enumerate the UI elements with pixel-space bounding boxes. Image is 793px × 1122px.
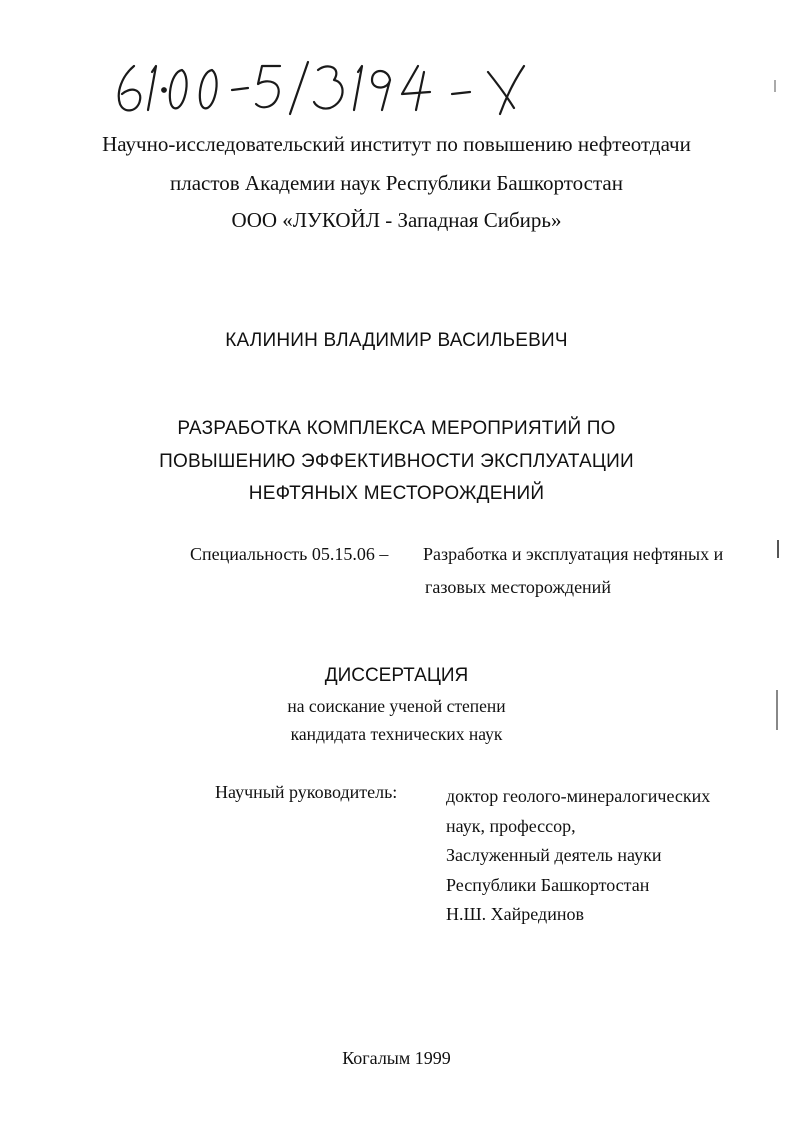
dissertation-line-1: на соискание ученой степени — [287, 696, 506, 716]
supervisor-line: Заслуженный деятель науки — [446, 845, 662, 865]
supervisor-line: доктор геолого-минералогических — [446, 786, 711, 806]
specialty-text-line-1: Разработка и эксплуатация нефтяных и — [423, 544, 724, 564]
dissertation-heading: ДИССЕРТАЦИЯ — [324, 665, 469, 686]
institution-line-2: пластов Академии наук Республики Башкортостан — [169, 171, 623, 195]
specialty-label: Специальность 05.15.06 – — [190, 544, 389, 564]
scan-artifact — [774, 80, 776, 92]
institution-line-3: ООО «ЛУКОЙЛ - Западная Сибирь» — [231, 208, 562, 232]
thesis-title-line-1: РАЗРАБОТКА КОМПЛЕКСА МЕРОПРИЯТИЙ ПО — [177, 418, 616, 439]
scan-artifact — [777, 540, 779, 558]
handwritten-archive-number — [112, 58, 542, 118]
thesis-title-line-2: ПОВЫШЕНИЮ ЭФФЕКТИВНОСТИ ЭКСПЛУАТАЦИИ — [159, 451, 634, 472]
institution-line-1: Научно-исследовательский институт по повышению нефтеотдачи — [102, 132, 691, 156]
supervisor-label: Научный руководитель: — [215, 782, 398, 802]
scan-artifact — [776, 690, 778, 730]
thesis-title-line-3: НЕФТЯНЫХ МЕСТОРОЖДЕНИЙ — [248, 483, 545, 504]
supervisor-line: Н.Ш. Хайрединов — [446, 904, 584, 924]
supervisor-line: Республики Башкортостан — [446, 874, 650, 895]
city-year: Когалым 1999 — [342, 1048, 451, 1068]
author-name: КАЛИНИН ВЛАДИМИР ВАСИЛЬЕВИЧ — [225, 330, 568, 351]
dissertation-line-2: кандидата технических наук — [290, 724, 503, 744]
specialty-text-line-2: газовых месторождений — [425, 577, 611, 597]
supervisor-details — [446, 782, 710, 930]
supervisor-line: наук, профессор, — [446, 815, 576, 836]
